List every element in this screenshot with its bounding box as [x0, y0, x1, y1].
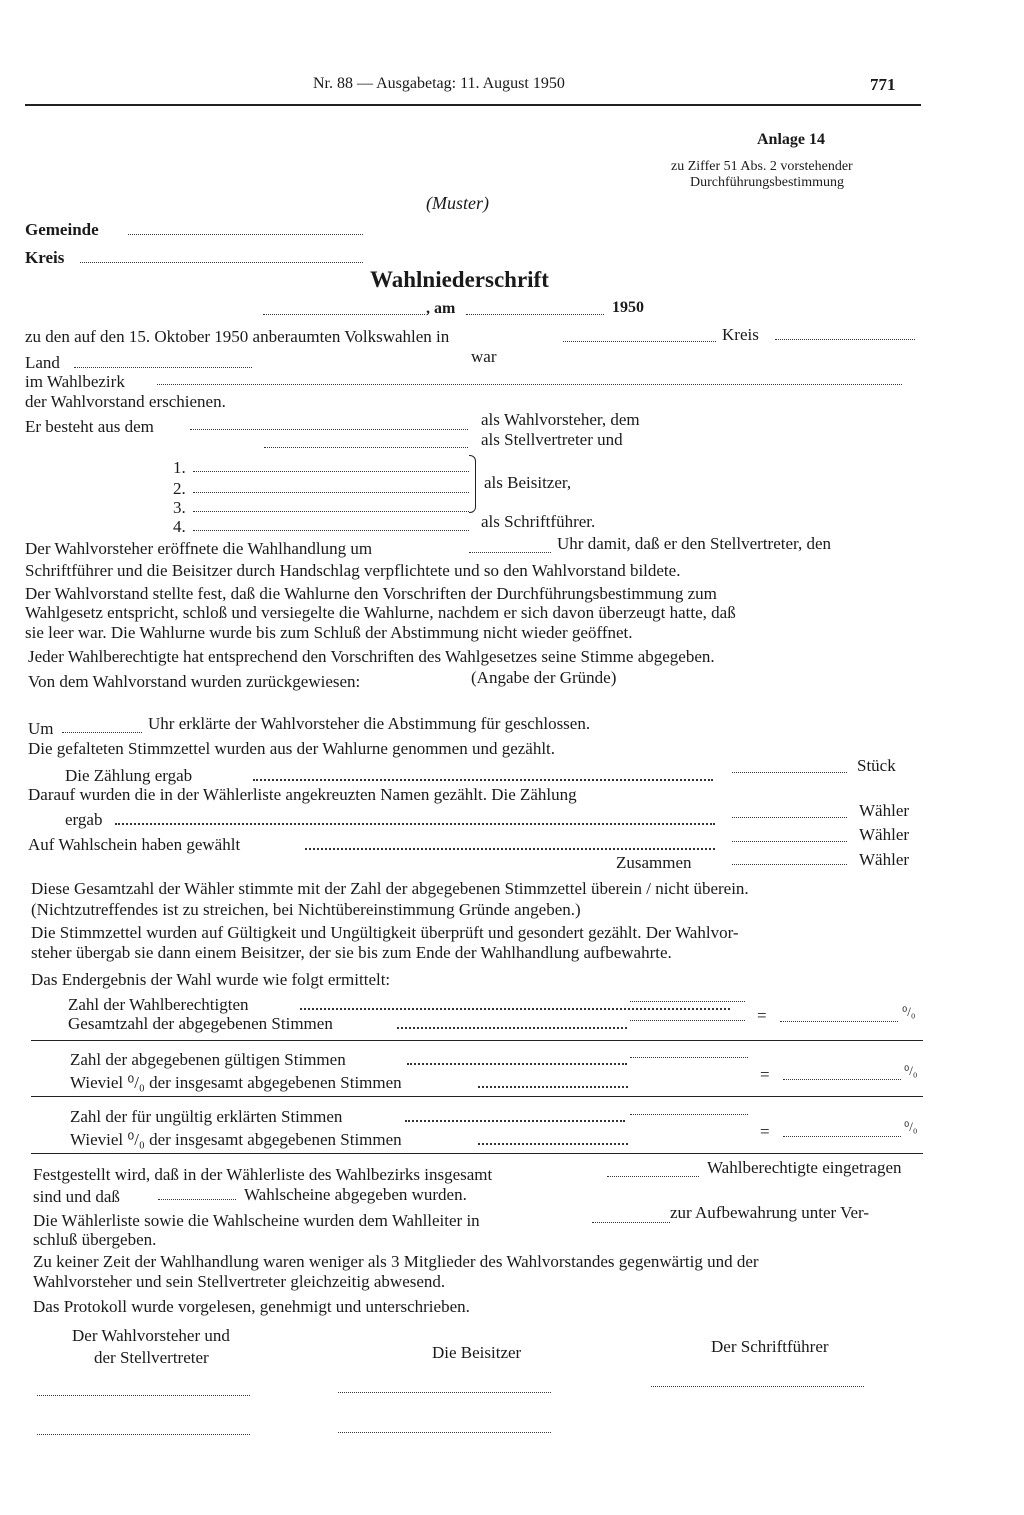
- result-eq-1: =: [757, 1006, 767, 1025]
- result-leader-2: [397, 1027, 627, 1029]
- zaehlung-label: Die Zählung ergab: [65, 766, 193, 785]
- sig-field-beisitzer-1[interactable]: [338, 1392, 551, 1393]
- results-rule-3: [31, 1153, 923, 1154]
- land-label: Land: [25, 353, 60, 372]
- sig-field-wahlvorsteher[interactable]: [37, 1395, 250, 1396]
- result-ungueltig: Zahl der für ungültig erklärten Stimmen: [70, 1107, 343, 1126]
- body-p4a: Von dem Wahlvorstand wurden zurückgewiesen:: [28, 672, 361, 691]
- result-pct-field-2[interactable]: [783, 1079, 901, 1080]
- member-field-4[interactable]: [193, 530, 469, 531]
- wahlschein-count-field[interactable]: [732, 841, 847, 842]
- member-num-4: 4.: [173, 517, 186, 536]
- closing-c2b: Wahlscheine abgegeben wurden.: [244, 1185, 467, 1204]
- body-p11b: (Nichtzutreffendes ist zu streichen, bei Nichtübereinstimmung Gründe angeben.): [31, 900, 581, 919]
- zusammen-label: Zusammen: [616, 853, 692, 872]
- result-wahlberechtigte: Zahl der Wahlberechtigten: [68, 995, 249, 1014]
- body-p8b: ergab: [65, 810, 103, 829]
- waehler-count-field[interactable]: [732, 817, 847, 818]
- result-leader-1: [300, 1008, 730, 1010]
- annex-line2: Durchführungsbestimmung: [690, 175, 844, 190]
- result-eq-3: =: [760, 1122, 770, 1141]
- header-rule: [25, 104, 921, 106]
- waehler-label-3: Wähler: [859, 850, 910, 869]
- war-label: war: [471, 347, 497, 366]
- body-p12a: Die Stimmzettel wurden auf Gültigkeit und Ungültigkeit überprüft und gesondert gezählt. Der Wahlvor-: [31, 923, 739, 942]
- body-p6: Die gefalteten Stimmzettel wurden aus der Wahlurne genommen und gezählt.: [28, 739, 556, 758]
- result-pct-3: ⁰/₀: [904, 1119, 918, 1134]
- member-num-1: 1.: [173, 458, 186, 477]
- date-field[interactable]: [466, 314, 604, 315]
- annex-line1: zu Ziffer 51 Abs. 2 vorstehender: [671, 159, 853, 174]
- result-field-5[interactable]: [630, 1114, 748, 1115]
- sig-field-schriftfuehrer[interactable]: [651, 1386, 864, 1387]
- closing-c3a: Die Wählerliste sowie die Wahlscheine wurden dem Wahlleiter in: [33, 1211, 480, 1230]
- wahlbezirk-field[interactable]: [157, 384, 902, 385]
- sig-wahlvorsteher-line2: der Stellvertreter: [94, 1348, 209, 1367]
- body-p13: Das Endergebnis der Wahl wurde wie folgt ermittelt:: [31, 970, 391, 989]
- member-num-2: 2.: [173, 479, 186, 498]
- ergab-leader: [115, 823, 715, 825]
- closing-c4b: Wahlvorsteher und sein Stellvertreter gleichzeitig abwesend.: [33, 1272, 446, 1291]
- result-leader-4: [478, 1086, 628, 1088]
- zusammen-field[interactable]: [732, 864, 847, 865]
- results-rule-1: [31, 1040, 923, 1041]
- body-p9a: Auf Wahlschein haben gewählt: [28, 835, 241, 854]
- wahlleiter-ort-field[interactable]: [592, 1222, 670, 1223]
- body-p5a: Um: [28, 719, 54, 738]
- body-p11a: Diese Gesamtzahl der Wähler stimmte mit der Zahl der abgegebenen Stimmzettel überein / nicht überein.: [31, 879, 749, 898]
- gemeinde-field[interactable]: [128, 234, 363, 235]
- kreis-field[interactable]: [80, 262, 363, 263]
- waehler-label-1: Wähler: [859, 801, 910, 820]
- closing-c3c: schluß übergeben.: [33, 1230, 157, 1249]
- result-gesamtzahl: Gesamtzahl der abgegebenen Stimmen: [68, 1014, 333, 1033]
- result-field-1[interactable]: [630, 1001, 745, 1002]
- stueck-label: Stück: [857, 756, 896, 775]
- muster-label: (Muster): [426, 193, 489, 213]
- close-time-field[interactable]: [62, 732, 142, 733]
- result-leader-3: [407, 1063, 627, 1065]
- body-p8a: Darauf wurden die in der Wählerliste angekreuzten Namen gezählt. Die Zählung: [28, 785, 577, 804]
- body-p1c: Schriftführer und die Beisitzer durch Handschlag verpflichtete und so den Wahlvorstand bildete.: [25, 561, 681, 580]
- member-field-3[interactable]: [193, 511, 469, 512]
- gemeinde-label: Gemeinde: [25, 220, 99, 239]
- intro-kreis: Kreis: [722, 325, 759, 344]
- wahlscheine-count-field[interactable]: [158, 1199, 236, 1200]
- result-gueltig-pct: Wieviel ⁰/₀ der insgesamt abgegebenen Stimmen: [70, 1073, 402, 1092]
- sig-beisitzer-label: Die Beisitzer: [432, 1343, 522, 1362]
- stimmzettel-count-field[interactable]: [732, 772, 847, 773]
- wahl-ort-field[interactable]: [563, 341, 716, 342]
- body-p2c: sie leer war. Die Wahlurne wurde bis zum Schluß der Abstimmung nicht wieder geöffnet.: [25, 623, 633, 642]
- closing-c5: Das Protokoll wurde vorgelesen, genehmigt und unterschrieben.: [33, 1297, 470, 1316]
- intro-line4: der Wahlvorstand erschienen.: [25, 392, 226, 411]
- sig-wahlvorsteher-line1: Der Wahlvorsteher und: [72, 1326, 230, 1345]
- issue-line: Nr. 88 — Ausgabetag: 11. August 1950: [313, 75, 565, 92]
- result-pct-field-1[interactable]: [780, 1021, 898, 1022]
- body-p4b: (Angabe der Gründe): [471, 668, 617, 687]
- wahlschein-leader: [305, 848, 715, 850]
- result-field-2[interactable]: [630, 1020, 745, 1021]
- result-leader-6: [478, 1143, 628, 1145]
- member-field-1[interactable]: [193, 471, 469, 472]
- body-p2b: Wahlgesetz entspricht, schloß und versiegelte die Wahlurne, nachdem er sich davon überzeugt hatte, daß: [25, 603, 736, 622]
- body-p12b: steher übergab sie dann einem Beisitzer, der sie bis zum Ende der Wahlhandlung aufbewahrte.: [31, 943, 672, 962]
- wahlberechtigte-count-field[interactable]: [607, 1176, 699, 1177]
- result-pct-field-3[interactable]: [783, 1136, 901, 1137]
- sig-schriftfuehrer-label: Der Schriftführer: [711, 1337, 829, 1356]
- page-number: 771: [870, 75, 896, 94]
- closing-c2a: sind und daß: [33, 1187, 120, 1206]
- role-stellvertreter: als Stellvertreter und: [481, 430, 623, 449]
- result-field-3[interactable]: [630, 1057, 748, 1058]
- annex-title: Anlage 14: [757, 131, 825, 148]
- result-gueltig: Zahl der abgegebenen gültigen Stimmen: [70, 1050, 346, 1069]
- year-label: 1950: [612, 299, 644, 316]
- body-p1b: Uhr damit, daß er den Stellvertreter, den: [557, 534, 832, 553]
- closing-c4a: Zu keiner Zeit der Wahlhandlung waren weniger als 3 Mitglieder des Wahlvorstandes gegenwärtig und der: [33, 1252, 759, 1271]
- closing-c1b: Wahlberechtigte eingetragen: [707, 1158, 902, 1177]
- body-p3: Jeder Wahlberechtigte hat entsprechend den Vorschriften des Wahlgesetzes seine Stimme abgegeben.: [28, 647, 715, 666]
- result-pct-1: ⁰/₀: [902, 1004, 916, 1019]
- result-eq-2: =: [760, 1065, 770, 1084]
- closing-c3b: zur Aufbewahrung unter Ver-: [670, 1203, 870, 1222]
- place-field[interactable]: [263, 314, 425, 315]
- results-rule-2: [31, 1096, 923, 1097]
- member-num-3: 3.: [173, 498, 186, 517]
- schriftfuehrer-label: als Schriftführer.: [481, 512, 596, 531]
- result-ungueltig-pct: Wieviel ⁰/₀ der insgesamt abgegebenen Stimmen: [70, 1130, 402, 1149]
- intro-kreis-field[interactable]: [775, 339, 915, 340]
- wahlbezirk-label: im Wahlbezirk: [25, 372, 125, 391]
- result-pct-2: ⁰/₀: [904, 1063, 918, 1078]
- result-leader-5: [405, 1120, 625, 1122]
- wahlvorsteher-field[interactable]: [190, 429, 468, 430]
- member-field-2[interactable]: [193, 492, 469, 493]
- role-wahlvorsteher: als Wahlvorsteher, dem: [481, 410, 640, 429]
- document-title: Wahlniederschrift: [370, 267, 549, 292]
- beisitzer-label: als Beisitzer,: [484, 473, 572, 492]
- intro-line1: zu den auf den 15. Oktober 1950 anberaumten Volkswahlen in: [25, 327, 450, 346]
- land-field[interactable]: [74, 367, 252, 368]
- sig-field-beisitzer-2[interactable]: [338, 1432, 551, 1433]
- kreis-label: Kreis: [25, 248, 65, 267]
- intro-line5: Er besteht aus dem: [25, 417, 154, 436]
- body-p5b: Uhr erklärte der Wahlvorsteher die Abstimmung für geschlossen.: [148, 714, 591, 733]
- beisitzer-brace: [469, 455, 476, 513]
- body-p2a: Der Wahlvorstand stellte fest, daß die Wahlurne den Vorschriften der Durchführungsbestimmung zum: [25, 584, 717, 603]
- open-time-field[interactable]: [469, 552, 551, 553]
- am-label: , am: [426, 300, 456, 317]
- stellvertreter-field[interactable]: [264, 447, 468, 448]
- sig-field-stellvertreter[interactable]: [37, 1434, 250, 1435]
- zaehlung-leader: [253, 779, 713, 781]
- waehler-label-2: Wähler: [859, 825, 910, 844]
- body-p1a: Der Wahlvorsteher eröffnete die Wahlhandlung um: [25, 539, 373, 558]
- closing-c1a: Festgestellt wird, daß in der Wählerliste des Wahlbezirks insgesamt: [33, 1165, 493, 1184]
